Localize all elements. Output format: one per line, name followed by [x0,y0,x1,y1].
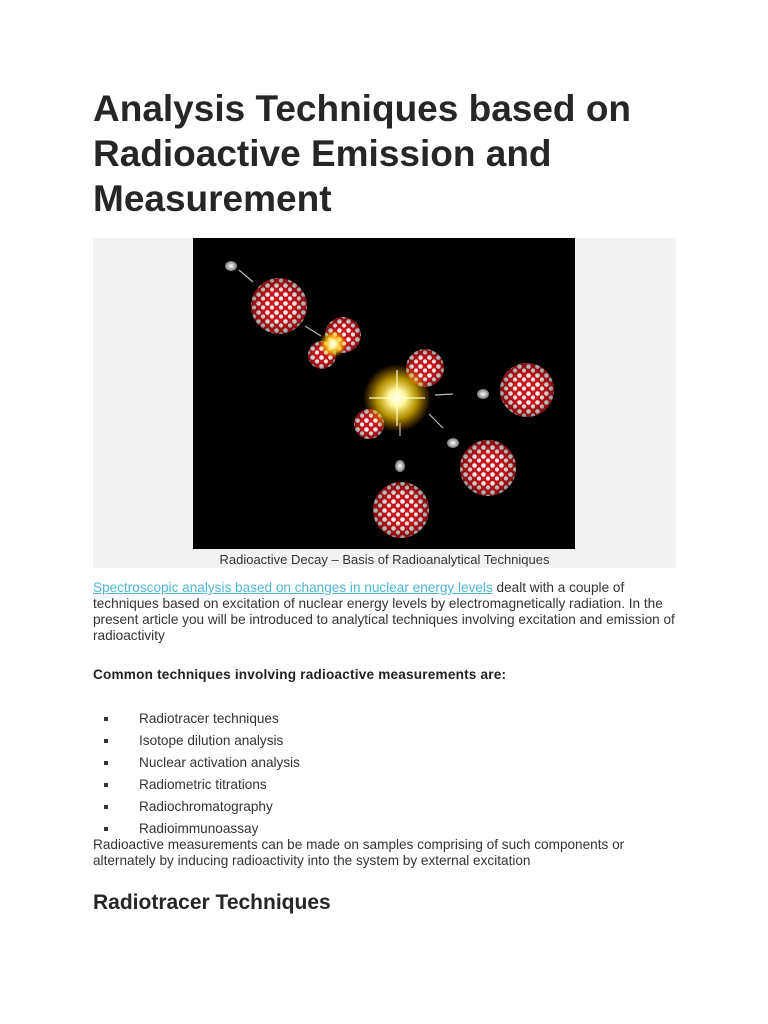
bullet-icon [104,827,108,831]
list-item-label: Radiometric titrations [139,777,267,792]
list-item-label: Radiochromatography [139,799,273,814]
list-item-label: Radiotracer techniques [139,711,279,726]
list-item-label: Nuclear activation analysis [139,755,300,770]
bullet-icon [104,761,108,765]
closing-paragraph: Radioactive measurements can be made on samples comprising of such components or alternately by inducing radioactivity into the system by external excitation [93,837,625,868]
list-item-label: Radioimmunoassay [139,821,259,836]
techniques-list [93,709,300,841]
bullet-icon [104,805,108,809]
bullet-icon [104,717,108,721]
bullet-icon [104,783,108,787]
spectroscopic-analysis-link[interactable]: Spectroscopic analysis based on changes in nuclear energy levels [93,580,493,595]
figure [93,238,676,568]
intro-paragraph [93,580,677,644]
list-item [93,775,300,797]
page-title: Analysis Techniques based on Radioactive Emission and Measurement [93,88,632,219]
bullet-icon [104,739,108,743]
techniques-subheading: Common techniques involving radioactive measurements are: [93,667,507,682]
intro-text: dealt with a couple of techniques based on excitation of nuclear energy levels by electromagnetically radiation. In the present article you will be introduced to analytical techniques involving excitation and emission of radioactivity [93,580,675,643]
list-item [93,797,300,819]
section-heading: Radiotracer Techniques [93,891,331,914]
list-item [93,731,300,753]
list-item [93,709,300,731]
list-item [93,753,300,775]
figure-caption: Radioactive Decay – Basis of Radioanalytical Techniques [219,552,550,567]
list-item-label: Isotope dilution analysis [139,733,284,748]
nuclear-decay-illustration-icon [193,238,575,549]
